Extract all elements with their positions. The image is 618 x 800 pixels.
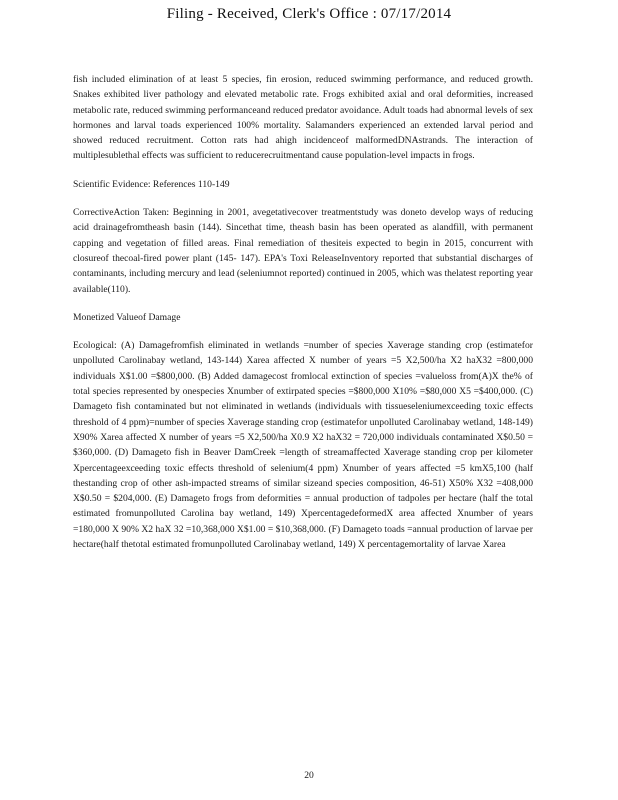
ecological-damage-paragraph: Ecological: (A) Damagefromfish eliminated in wetlands =number of species Xaverage standing crop (estimatefor unpolluted Carolinabay wetland, 143-144) Xarea affected X number of years =5 X2,500/ha X2 haX32 =800,000 individuals X$1.00 =$800,000. (B) Added damagecost fromlocal extinction of species =valueloss from(A)X the% of total species represented by onespecies Xnumber of extirpated species =$800,000 X10% =$80,000 X5 =$400,000. (C) Damageto fish contaminated but not eliminated in wetlands (individuals with tissueseleniumexceeding toxic effects threshold of 4 ppm)=number of species Xaverage standing crop (estimatefor unpolluted Carolinabay wetland, 148-149) X90% Xarea affected X number of years =5 X2,500/ha X0.9 X2 haX32 = 720,000 individuals contaminated X$0.50 = $360,000. (D) Damageto fish in Beaver DamCreek =length of streamaffected Xaverage standing crop per kilometer Xpercentageexceeding toxic effects threshold of selenium(4 ppm) Xnumber of years affected =5 kmX5,100 (half thestanding crop of other ash-impacted streams of similar sizeand species composition, 46-51) X50% X32 =408,000 X$0.50 = $204,000. (E) Damageto frogs from deformities = annual production of tadpoles per hectare (half the total estimated fromunpolluted Carolina bay wetland, 149) XpercentagedeformedX area affected Xnumber of years =180,000 X 90% X2 haX 32 =10,368,000 X$1.00 = $10,368,000. (F) Damageto toads =annual production of larvae per hectare(half thetotal estimated fromunpolluted Carolinabay wetland, 149) X percentagemortality of larvae Xarea [73, 340, 533, 551]
corrective-action-paragraph: CorrectiveAction Taken: Beginning in 2001, avegetativecover treatmentstudy was doneto develop ways of reducing acid drainagefromtheash basin (144). Sincethat time, theash basin has been operated as alandfill, with permanent capping and vegetation of filled areas. Final remediation of thesiteis expected to begin in 2015, concurrent with closureof thecoal-fired power plant (145- 147). EPA's Toxi ReleaseInventory reported that substantial discharges of contaminants, including mercury and lead (seleniumnot reported) continued in 2005, which was thelatest reporting year available(110). [73, 207, 533, 295]
monetized-value-heading: Monetized Valueof Damage [73, 311, 181, 323]
paragraph-spacer [73, 325, 533, 338]
paragraph-spacer [73, 192, 533, 205]
filing-stamp-header: Filing - Received, Clerk's Office : 07/17/2014 [166, 6, 452, 22]
page-number: 20 [304, 770, 314, 781]
document-body [73, 72, 533, 552]
paragraph-spacer [73, 164, 533, 177]
paragraph-spacer [73, 297, 533, 310]
scientific-evidence-line: Scientific Evidence: References 110-149 [73, 178, 230, 190]
effects-paragraph: fish included elimination of at least 5 species, fin erosion, reduced swimming performance, and reduced growth. Snakes exhibited liver pathology and elevated metabolic rate. Frogs exhibited axial and oral deformities, increased metabolic rate, reduced swimming performanceand reduced predator avoidance. Adult toads had abnormal levels of sex hormones and larval toads experienced 100% mortality. Salamanders experienced an extended larval period and showed reduced recruitment. Cotton rats had ahigh incidenceof malformedDNAstrands. The interaction of multiplesublethal effects was sufficient to reducerecruitmentand cause population-level impacts in frogs. [73, 74, 533, 162]
